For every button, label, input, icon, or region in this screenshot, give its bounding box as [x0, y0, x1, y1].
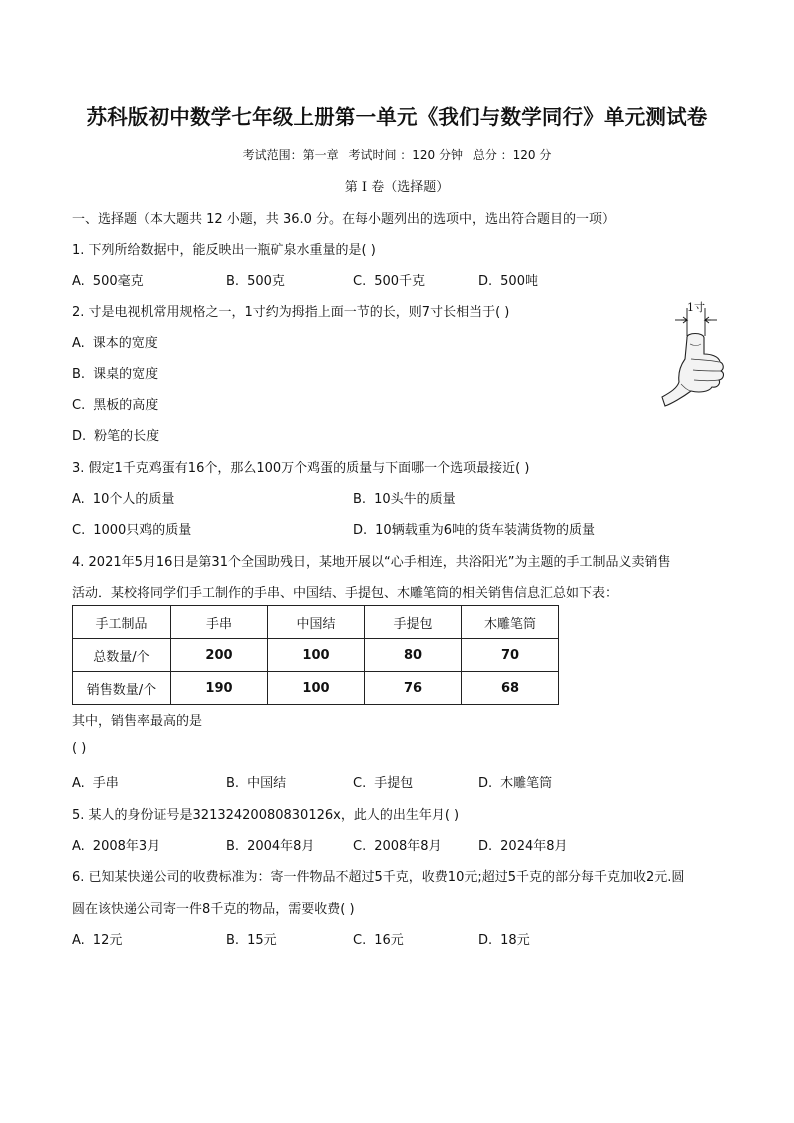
- exam-info: [0, 146, 794, 163]
- q6-option-a: A. 12元: [72, 933, 123, 948]
- q3-option-d: D. 10辆载重为6吨的货车装满货物的质量: [353, 523, 595, 538]
- table-cell: 销售数量/个: [73, 672, 171, 705]
- q2-option-a: A. 课本的宽度: [72, 336, 158, 351]
- q3-stem: 3. 假定1千克鸡蛋有16个，那么100万个鸡蛋的质量与下面哪一个选项最接近( ): [72, 461, 530, 476]
- inch-label: 1寸: [687, 301, 705, 314]
- q2-option-c: C. 黑板的高度: [72, 398, 159, 413]
- q1-option-b: B. 500克: [226, 274, 285, 289]
- q2-option-d: D. 粉笔的长度: [72, 429, 160, 444]
- q6-option-c: C. 16元: [353, 933, 404, 948]
- q6-option-b: B. 15元: [226, 933, 277, 948]
- q1-option-d: D. 500吨: [478, 274, 538, 289]
- q4-option-c: C. 手提包: [353, 776, 414, 791]
- q3-option-c: C. 1000只鸡的质量: [72, 523, 192, 538]
- sales-table: [72, 605, 559, 705]
- table-cell: 76: [365, 672, 462, 705]
- q4-answer-paren: ( ): [72, 741, 87, 756]
- q4-stem-line1: 4. 2021年5月16日是第31个全国助残日，某地开展以“心手相连，共浴阳光”为主题的手工制品义卖销售: [72, 555, 671, 570]
- table-row: [73, 672, 559, 705]
- exam-score: 总分 ：120 分: [472, 148, 552, 162]
- exam-time: 考试时间 ：120 分钟: [348, 148, 463, 162]
- q1-option-c: C. 500千克: [353, 274, 426, 289]
- exam-title: 苏科版初中数学七年级上册第一单元《我们与数学同行》单元测试卷: [86, 105, 708, 129]
- q5-option-d: D. 2024年8月: [478, 839, 568, 854]
- table-header-cell: 手工制品: [73, 606, 171, 639]
- q4-option-d: D. 木雕笔筒: [478, 776, 553, 791]
- exam-scope: 考试范围：第一章: [242, 148, 339, 162]
- thumb-inch-figure: [657, 296, 729, 412]
- q6-option-d: D. 18元: [478, 933, 530, 948]
- q5-option-c: C. 2008年8月: [353, 839, 442, 854]
- q3-option-a: A. 10个人的质量: [72, 492, 175, 507]
- table-cell: 190: [171, 672, 268, 705]
- part-heading: 一、选择题（本大题共 12 小题，共 36.0 分。在每小题列出的选项中，选出符合题目的一项）: [72, 212, 616, 227]
- q4-option-a: A. 手串: [72, 776, 119, 791]
- table-header-row: [73, 606, 559, 639]
- section-title: 第 I 卷（选择题）: [344, 180, 450, 195]
- q2-stem: 2. 寸是电视机常用规格之一，1寸约为拇指上面一节的长，则7寸长相当于( ): [72, 305, 510, 320]
- table-cell: 200: [171, 639, 268, 672]
- table-cell: 70: [462, 639, 559, 672]
- table-row: [73, 639, 559, 672]
- table-cell: 100: [268, 672, 365, 705]
- q4-stem-line2: 活动．某校将同学们手工制作的手串、中国结、手提包、木雕笔筒的相关销售信息汇总如下表：: [72, 586, 619, 601]
- table-cell: 80: [365, 639, 462, 672]
- q6-stem-line1: 6. 已知某快递公司的收费标准为：寄一件物品不超过5千克，收费10元;超过5千克的部分每千克加收2元.圆: [72, 870, 685, 885]
- q2-option-b: B. 课桌的宽度: [72, 367, 159, 382]
- q3-option-b: B. 10头牛的质量: [353, 492, 456, 507]
- q5-stem: 5. 某人的身份证号是32132420080830126x，此人的出生年月( ): [72, 808, 460, 823]
- table-cell: 68: [462, 672, 559, 705]
- table-header-cell: 手提包: [365, 606, 462, 639]
- q1-stem: 1. 下列所给数据中，能反映出一瓶矿泉水重量的是( ): [72, 243, 376, 258]
- q4-after-text: 其中，销售率最高的是: [72, 714, 203, 729]
- table-cell: 100: [268, 639, 365, 672]
- q6-stem-line2: 圆在该快递公司寄一件8千克的物品，需要收费( ): [72, 902, 355, 917]
- q5-option-a: A. 2008年3月: [72, 839, 161, 854]
- q1-option-a: A. 500毫克: [72, 274, 144, 289]
- table-header-cell: 中国结: [268, 606, 365, 639]
- table-cell: 总数量/个: [73, 639, 171, 672]
- table-header-cell: 木雕笔筒: [462, 606, 559, 639]
- q4-option-b: B. 中国结: [226, 776, 287, 791]
- q5-option-b: B. 2004年8月: [226, 839, 315, 854]
- table-header-cell: 手串: [171, 606, 268, 639]
